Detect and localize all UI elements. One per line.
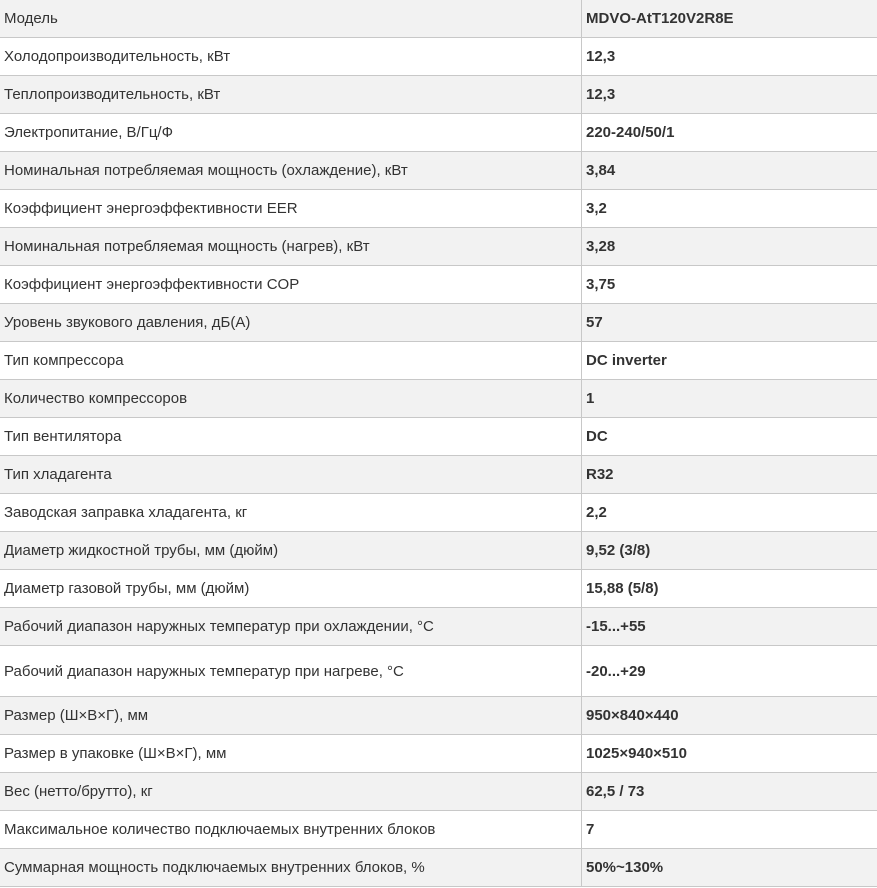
spec-value: 3,84 — [582, 152, 877, 190]
spec-value: 1 — [582, 380, 877, 418]
spec-value: DC inverter — [582, 342, 877, 380]
spec-value: 50%~130% — [582, 849, 877, 887]
spec-value: 950×840×440 — [582, 697, 877, 735]
spec-label: Коэффициент энергоэффективности EER — [0, 190, 582, 228]
spec-label: Рабочий диапазон наружных температур при охлаждении, °С — [0, 608, 582, 646]
spec-label: Количество компрессоров — [0, 380, 582, 418]
table-row — [0, 849, 877, 887]
spec-label: Холодопроизводительность, кВт — [0, 38, 582, 76]
table-row — [0, 0, 877, 38]
table-row — [0, 418, 877, 456]
table-row — [0, 380, 877, 418]
table-row — [0, 811, 877, 849]
spec-label: Заводская заправка хладагента, кг — [0, 494, 582, 532]
spec-label: Диаметр газовой трубы, мм (дюйм) — [0, 570, 582, 608]
spec-value: -20...+29 — [582, 646, 877, 697]
spec-value: MDVO-AtT120V2R8E — [582, 0, 877, 38]
spec-label: Тип хладагента — [0, 456, 582, 494]
spec-label: Электропитание, В/Гц/Ф — [0, 114, 582, 152]
table-row — [0, 114, 877, 152]
table-row — [0, 456, 877, 494]
table-row — [0, 342, 877, 380]
table-row — [0, 190, 877, 228]
spec-label: Суммарная мощность подключаемых внутренних блоков, % — [0, 849, 582, 887]
spec-label: Номинальная потребляемая мощность (охлаждение), кВт — [0, 152, 582, 190]
spec-value: -15...+55 — [582, 608, 877, 646]
spec-label: Диаметр жидкостной трубы, мм (дюйм) — [0, 532, 582, 570]
table-row — [0, 152, 877, 190]
spec-label: Размер в упаковке (Ш×В×Г), мм — [0, 735, 582, 773]
spec-value: 2,2 — [582, 494, 877, 532]
spec-label: Тип вентилятора — [0, 418, 582, 456]
spec-value: 7 — [582, 811, 877, 849]
spec-value: 1025×940×510 — [582, 735, 877, 773]
spec-value: 62,5 / 73 — [582, 773, 877, 811]
table-row — [0, 494, 877, 532]
table-row — [0, 76, 877, 114]
spec-value: 3,2 — [582, 190, 877, 228]
spec-value: 57 — [582, 304, 877, 342]
spec-label: Максимальное количество подключаемых внутренних блоков — [0, 811, 582, 849]
table-row — [0, 266, 877, 304]
table-row — [0, 532, 877, 570]
spec-label: Номинальная потребляемая мощность (нагрев), кВт — [0, 228, 582, 266]
spec-value: DC — [582, 418, 877, 456]
spec-value: 15,88 (5/8) — [582, 570, 877, 608]
spec-label: Теплопроизводительность, кВт — [0, 76, 582, 114]
table-row — [0, 773, 877, 811]
table-row — [0, 735, 877, 773]
spec-label: Коэффициент энергоэффективности COP — [0, 266, 582, 304]
spec-value: 12,3 — [582, 76, 877, 114]
table-row — [0, 304, 877, 342]
spec-label: Рабочий диапазон наружных температур при нагреве, °С — [0, 646, 582, 697]
table-row — [0, 570, 877, 608]
spec-label: Уровень звукового давления, дБ(А) — [0, 304, 582, 342]
spec-label: Размер (Ш×В×Г), мм — [0, 697, 582, 735]
table-row — [0, 228, 877, 266]
spec-value: 3,28 — [582, 228, 877, 266]
table-row — [0, 38, 877, 76]
spec-value: R32 — [582, 456, 877, 494]
spec-label: Модель — [0, 0, 582, 38]
table-row — [0, 608, 877, 646]
spec-value: 3,75 — [582, 266, 877, 304]
spec-value: 220-240/50/1 — [582, 114, 877, 152]
table-row — [0, 646, 877, 697]
table-row — [0, 697, 877, 735]
spec-label: Тип компрессора — [0, 342, 582, 380]
spec-value: 12,3 — [582, 38, 877, 76]
spec-label: Вес (нетто/брутто), кг — [0, 773, 582, 811]
spec-value: 9,52 (3/8) — [582, 532, 877, 570]
